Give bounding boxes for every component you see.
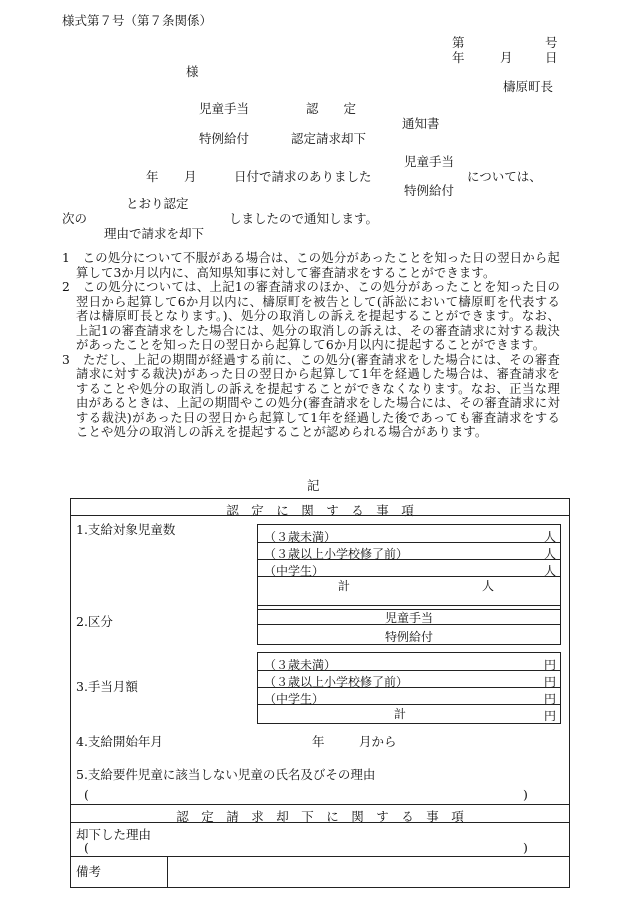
note-1: 1 この処分について不服がある場合は、この処分があったことを知った日の翌日から起算して3か月以内に、高知県知事に対して審査請求をすることができます。	[62, 251, 560, 280]
body-tail: しましたので通知します。	[229, 211, 379, 226]
amount-row: （３歳未満） 円	[264, 658, 556, 672]
item4-tsuki: 月から	[359, 734, 397, 749]
body-opt2: 特例給付	[404, 183, 455, 198]
item5-paren-close: )	[523, 787, 528, 802]
notes	[62, 251, 560, 440]
title-opt2: 特例給付	[199, 131, 250, 146]
section1-header: 認 定 に 関 す る 事 項	[226, 503, 414, 518]
children-total-row: 計 人	[338, 579, 495, 593]
item5-paren-open: (	[84, 787, 89, 802]
addressee-sama: 様	[186, 64, 199, 79]
kubun-opt1: 児童手当	[384, 611, 433, 625]
body-choice2: 理由で請求を却下	[104, 226, 205, 241]
reject-label: 却下した理由	[76, 827, 152, 842]
item5-label: 5.支給要件児童に該当しない児童の氏名及びその理由	[76, 767, 376, 782]
body-date-phrase: 日付で請求のありました	[234, 169, 372, 184]
kubun-opt2: 特例給付	[384, 630, 433, 644]
title-suffix: 通知書	[402, 116, 440, 131]
item3-label: 3.手当月額	[76, 679, 138, 694]
item1-label: 1.支給対象児童数	[76, 522, 176, 537]
amount-total-row: 計 円	[394, 707, 556, 723]
item4-label: 4.支給開始年月	[76, 734, 163, 749]
amount-box	[257, 652, 561, 724]
section2-header: 認 定 請 求 却 下 に 関 す る 事 項	[176, 809, 464, 824]
body-date-tsuki: 月	[184, 169, 197, 184]
number-go: 号	[545, 35, 558, 50]
date-hi: 日	[545, 50, 558, 65]
amount-row: （中学生） 円	[264, 692, 556, 706]
title-result1: 認 定	[306, 101, 357, 116]
body-choice1: とおり認定	[126, 196, 189, 211]
children-count-box	[257, 524, 561, 610]
body-opt1: 児童手当	[404, 154, 455, 169]
amount-row: （３歳以上小学校修了前） 円	[264, 675, 556, 689]
body-date-nen: 年	[146, 169, 159, 184]
date-tsuki: 月	[500, 50, 513, 65]
note-3: 3 ただし、上記の期間が経過する前に、この処分(審査請求をした場合には、その審査請求に対する裁決)があった日の翌日から起算して1年を経過した場合は、審査請求をすることや処分の取消しの訴えを提起することができなくなります。なお、正当な理由があるときは、上記の期間やこの処分(審査請求をした場合には、その審査請求に対する裁決)があった日の翌日から起算して1年を経過した後であっても審査請求をすることや処分の取消しの訴えを提起することが認められる場合があります。	[62, 352, 560, 439]
kubun-box	[257, 605, 561, 645]
title-opt1: 児童手当	[199, 101, 250, 116]
item2-label: 2.区分	[76, 614, 113, 629]
remarks-label: 備考	[76, 864, 102, 879]
children-row: （３歳以上小学校修了前） 人	[264, 547, 556, 561]
note-2: 2 この処分については、上記1の審査請求のほか、この処分があったことを知った日の翌日から起算して6か月以内に、檮原町を被告として(訴訟において檮原町を代表する者は檮原町長となります。)、処分の取消しの訴えを提起することができます。なお、上記1の審査請求をした場合には、処分の取消しの訴えは、その審査請求に対する裁決があったことを知った日の翌日から起算して6か月以内に提起することができます。	[62, 280, 560, 352]
body-next: 次の	[62, 211, 88, 226]
children-row: （３歳未満） 人	[264, 530, 556, 544]
reject-paren-close: )	[523, 840, 528, 855]
details-table	[70, 498, 570, 888]
body-regarding: については、	[467, 169, 542, 184]
children-row: （中学生） 人	[264, 564, 556, 578]
title-result2: 認定請求却下	[291, 131, 367, 146]
date-nen: 年	[452, 50, 465, 65]
form-id: 様式第７号（第７条関係）	[62, 13, 213, 28]
issuer: 檮原町長	[503, 79, 554, 94]
number-dai: 第	[452, 35, 465, 50]
ki-label: 記	[307, 478, 320, 493]
reject-paren-open: (	[84, 840, 89, 855]
item4-nen: 年	[312, 734, 325, 749]
